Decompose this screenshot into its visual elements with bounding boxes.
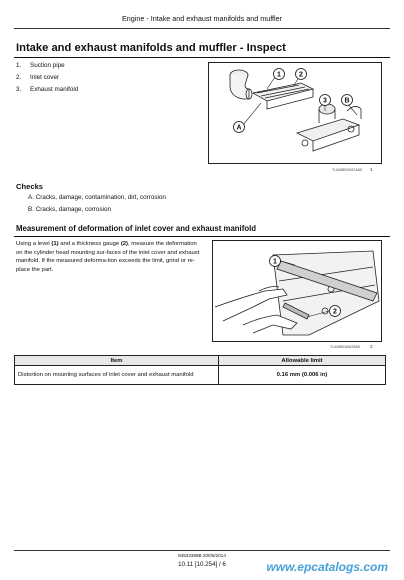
figure-manifold-parts xyxy=(208,62,382,164)
table-row xyxy=(15,366,386,385)
figure-level-gauge xyxy=(212,240,382,342)
limit-cell: 0.16 mm (0.006 in) xyxy=(219,366,386,385)
measurement-divider xyxy=(14,236,390,237)
measurement-title: Measurement of deformation of inlet cover and exhaust manifold xyxy=(16,224,257,233)
parts-list-item: 3. Exhaust manifold xyxy=(16,86,78,98)
allowable-limit-table xyxy=(14,355,386,385)
section-title: Intake and exhaust manifolds and muffler - Inspect xyxy=(16,42,286,54)
page-header: Engine - Intake and exhaust manifolds and muffler xyxy=(121,14,283,23)
svg-text:1: 1 xyxy=(277,71,281,79)
part-label: Inlet cover xyxy=(30,74,60,81)
check-item: B. Cracks, damage, corrosion xyxy=(28,206,111,213)
svg-text:1: 1 xyxy=(273,258,277,266)
figure-2-number: 2 xyxy=(370,344,373,349)
table-header-row xyxy=(15,356,386,366)
column-header-item: Item xyxy=(15,356,219,366)
svg-text:3: 3 xyxy=(323,97,327,105)
parts-list xyxy=(16,62,78,98)
svg-text:A: A xyxy=(236,124,242,132)
watermark: www.epcatalogs.com xyxy=(266,560,388,574)
svg-text:2: 2 xyxy=(299,71,303,79)
page-number: 10.11 [10.254] / 6 xyxy=(178,561,226,568)
figure-2-ref: TLIU08EN00475AB xyxy=(330,345,360,349)
item-cell: Distortion on mounting surfaces of inlet cover and exhaust manifold xyxy=(15,366,219,385)
svg-text:B: B xyxy=(344,97,350,105)
column-header-limit: Allowable limit xyxy=(219,356,386,366)
parts-list-item: 2. Inlet cover xyxy=(16,74,78,86)
part-label: Exhaust manifold xyxy=(30,86,79,93)
figure-1-number: 1 xyxy=(370,167,373,172)
section-divider xyxy=(14,57,390,58)
checks-title: Checks xyxy=(16,182,44,191)
figure-1-ref: TLIU08EN00474AB xyxy=(332,168,362,172)
footer-divider xyxy=(14,550,390,551)
part-label: Suction pipe xyxy=(30,62,65,69)
checks-list xyxy=(28,194,166,218)
svg-text:2: 2 xyxy=(333,308,337,316)
header-divider xyxy=(14,28,390,29)
check-item: A. Cracks, damage, contamination, dirt, corrosion xyxy=(28,194,166,201)
document-code: 84533356B 20/05/2014 xyxy=(178,553,226,558)
parts-list-item: 1. Suction pipe xyxy=(16,62,78,74)
measurement-instructions: Using a level (1) and a thickness gauge (2), measure the deformation on the cylinder head mounting sur-faces of the inlet cover and exhaust manifold. If the measured deforma-tion exceeds the limit, grind or re-place the part. xyxy=(16,241,200,273)
level-gauge-illustration xyxy=(213,241,381,341)
manifold-parts-illustration xyxy=(209,63,381,163)
